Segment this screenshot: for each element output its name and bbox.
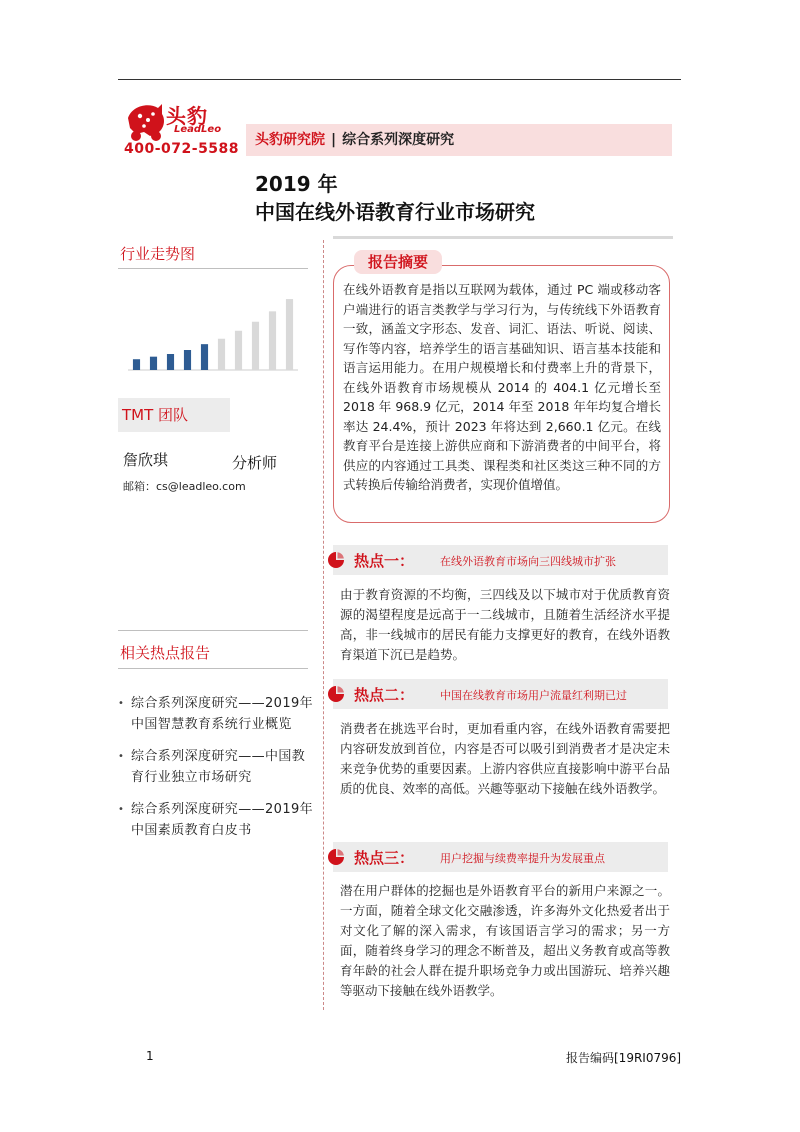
banner-separator: | [331,132,337,148]
chart-bar-2023E [286,299,293,370]
analyst-role: 分析师 [232,454,278,472]
logo-chinese-name: 头豹 [166,104,208,128]
chart-bar-2018 [201,344,208,370]
abstract-text: 在线外语教育是指以互联网为载体，通过 PC 端或移动客户端进行的语言类教学与学习行为，与传统线下外语教育一致，涵盖文字形态、发音、词汇、语法、听说、阅读、写作等内容，培养学生的语言基础知识、语言基本技能和语言运用能力。在用户规模增长和付费率上升的背景下，在线外语教育市场规模从 2014 的 404.1 亿元增长至 2018 年 968.9 亿元，2014 年至 2018 年年均复合增长率达 24.4%，预计 2023 年将达到 2,660.1 亿元。在线教育平台是连接上游供应商和下游消费者的中间平台，将供应的内容通过工具类、课程类和社区类这三种不同的方式转换后传输给消费者，实现价值增值。 [343,282,661,492]
team-heading: TMT 团队 [118,398,230,432]
hotspot-subtitle-3: 用户挖掘与续费率提升为发展重点 [440,852,605,865]
logo-english-name: LeadLeo [174,124,222,135]
hotspot-subtitle-1: 在线外语教育市场向三四线城市扩张 [440,555,616,568]
related-report-link[interactable]: • 综合系列深度研究——中国教育行业独立市场研究 [118,746,318,788]
top-rule [118,79,681,80]
report-title: 中国在线外语教育行业市场研究 [255,200,535,224]
trend-heading-rule [118,268,308,269]
related-report-link[interactable]: • 综合系列深度研究——2019年中国智慧教育系统行业概览 [118,693,318,735]
chart-bar-2022E [269,311,276,370]
related-report-list [118,693,318,852]
chart-bar-2019E [218,339,225,370]
chart-bar-2015 [150,357,157,370]
institute-name: 头豹研究院 [255,132,325,148]
industry-trend-chart [118,284,302,384]
title-divider [333,236,673,239]
phone-number: 400-072-5588 [124,141,240,157]
hotspot-text-2: 消费者在挑选平台时，更加看重内容，在线外语教育需要把内容研发放到首位，内容是否可以吸引到消费者才是决定未来竞争优势的重要因素。上游内容供应直接影响中游平台品质的优良、效率的高低。兴趣等驱动下接触在线外语教学。 [340,721,670,796]
hotspot-subtitle-2: 中国在线教育市场用户流量红利期已过 [440,689,627,702]
report-title-year: 2019 年 [255,172,338,196]
pie-marker-icon [327,685,345,703]
chart-bar-2016 [167,354,174,370]
hotspot-label-2: 热点二： [354,686,415,704]
related-heading: 相关热点报告 [120,644,211,662]
related-report-link[interactable]: • 综合系列深度研究——2019年中国素质教育白皮书 [118,799,318,841]
trend-heading: 行业走势图 [120,245,196,263]
analyst-email: 邮箱：cs@leadleo.com [123,480,246,493]
related-top-rule [118,630,308,631]
abstract-label: 报告摘要 [354,250,442,274]
series-banner [246,124,672,156]
chart-bar-2014 [133,359,140,370]
hotspot-text-1: 由于教育资源的不均衡，三四线及以下城市对于优质教育资源的渴望程度是远高于一二线城市，且随着生活经济水平提高，非一线城市的居民有能力支撑更好的教育，在线外语教育渠道下沉已是趋势。 [340,587,670,662]
series-name: 综合系列深度研究 [342,132,455,148]
hotspot-label-3: 热点三： [354,849,415,867]
pie-marker-icon [327,848,345,866]
report-code: 报告编码[19RI0796] [566,1051,682,1065]
chart-bar-2021E [252,322,259,370]
hotspot-text-3: 潜在用户群体的挖掘也是外语教育平台的新用户来源之一。一方面，随着全球文化交融渗透，许多海外文化热爱者出于对文化了解的深入需求，有该国语言学习的需求；另一方面，随着终身学习的理念不断普及，超出义务教育或高等教育年龄的社会人群在提升职场竞争力或出国游玩、培养兴趣等驱动下接触在线外语教学。 [340,883,670,998]
related-heading-rule [118,668,308,669]
analyst-name: 詹欣琪 [123,451,169,469]
page-number: 1 [146,1049,154,1063]
chart-bar-2017 [184,350,191,370]
chart-bar-2020E [235,331,242,370]
hotspot-label-1: 热点一： [354,552,415,570]
column-divider [323,240,324,1010]
pie-marker-icon [327,551,345,569]
